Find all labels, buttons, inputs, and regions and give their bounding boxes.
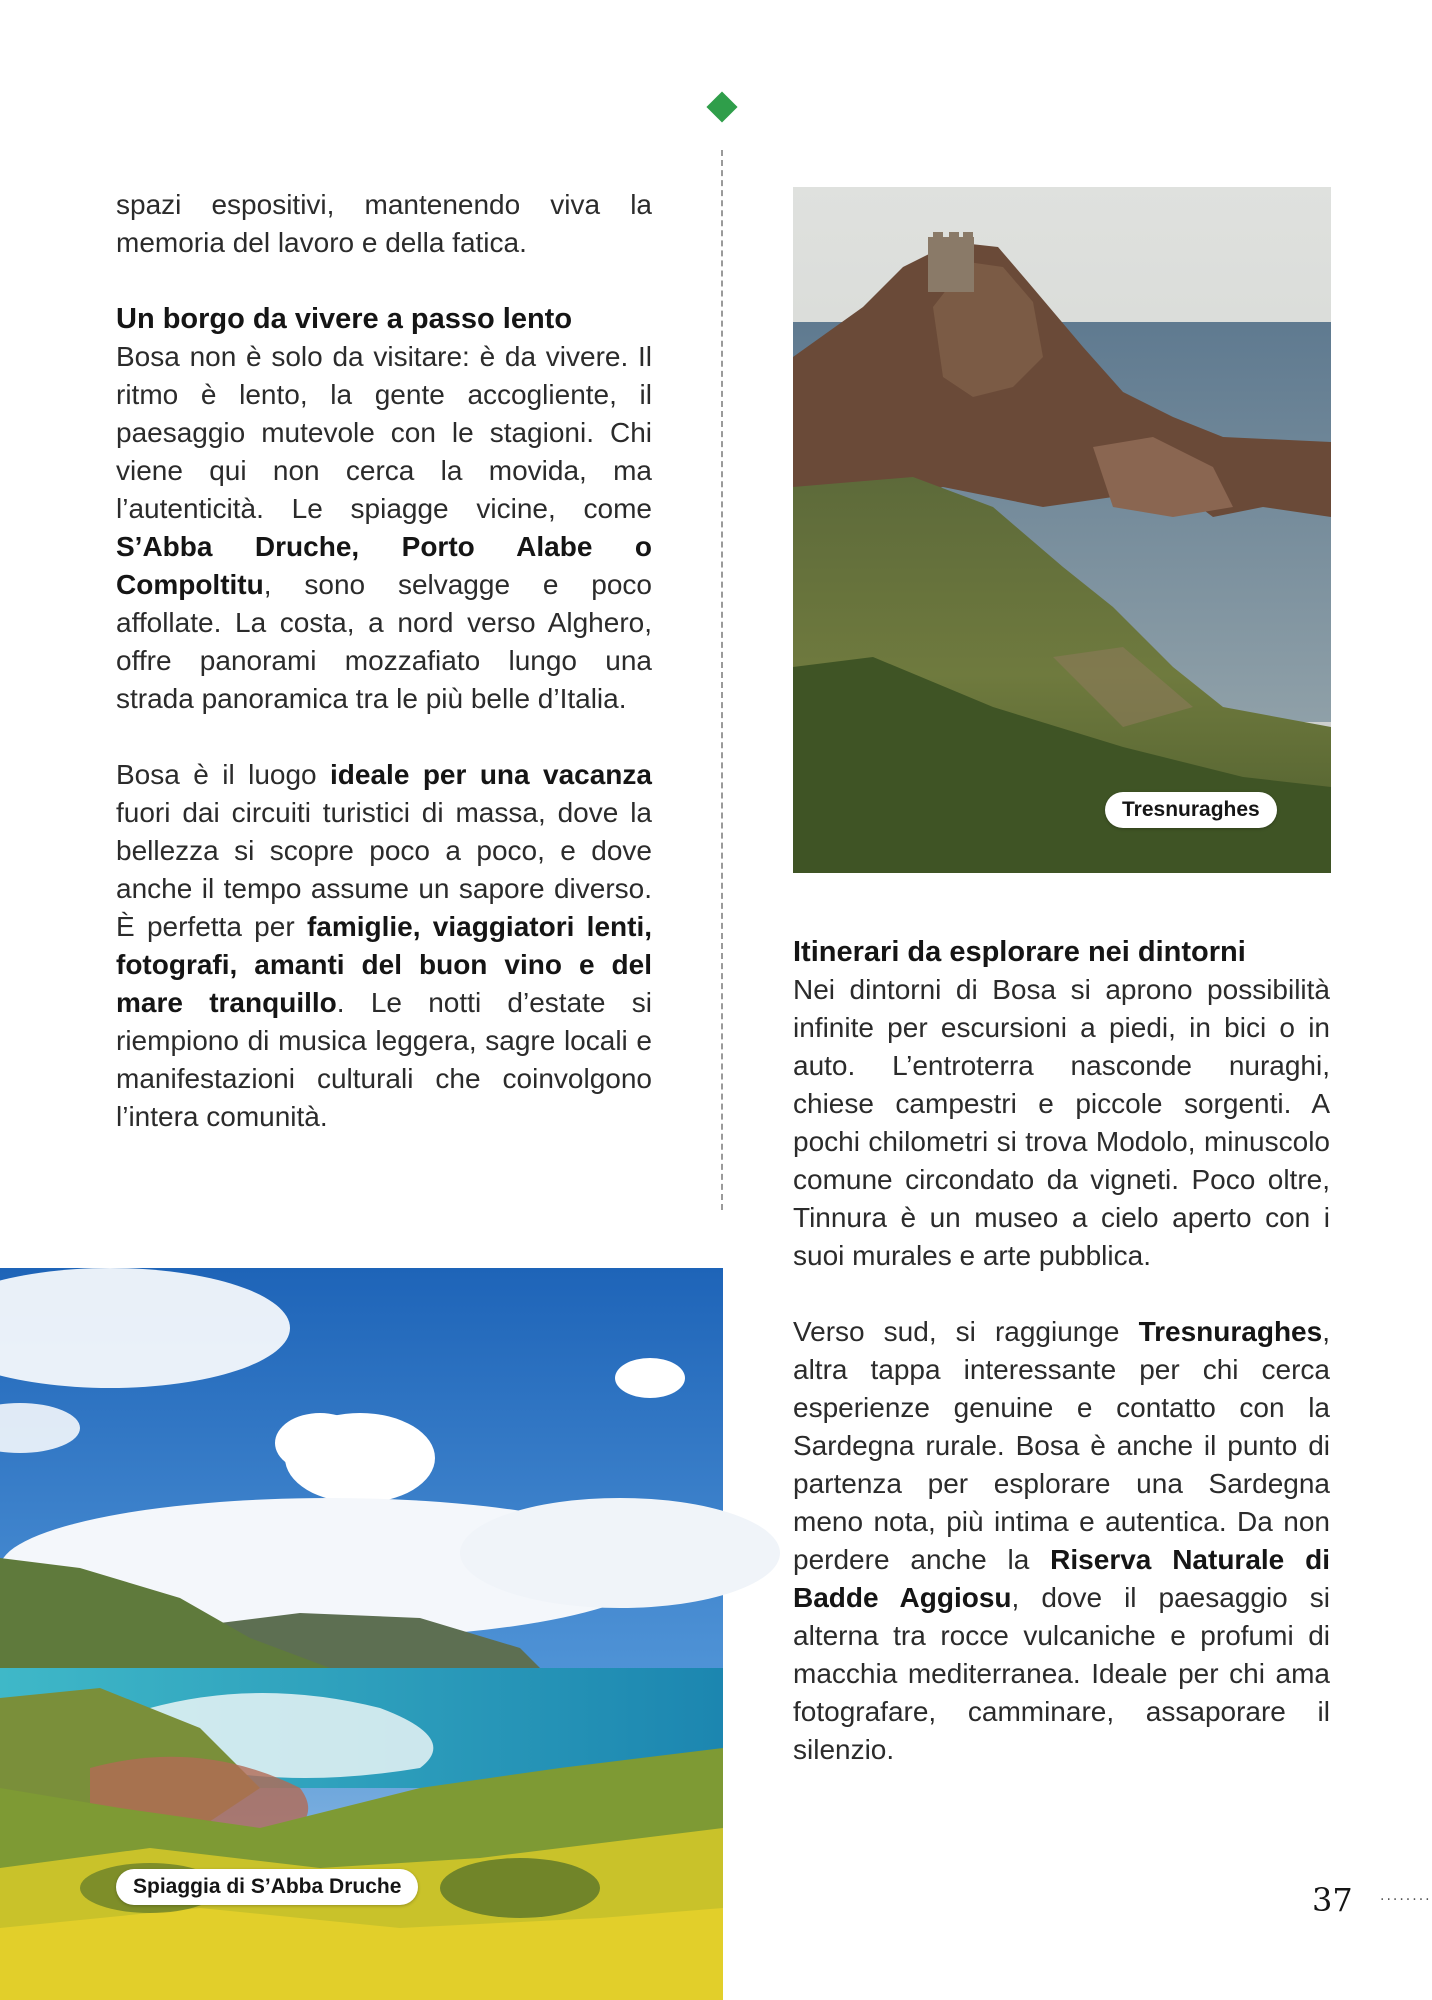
- section-heading-borgo: Un borgo da vivere a passo lento: [116, 303, 573, 335]
- beaches-highlight: S’Abba Druche, Porto Alabe o Compoltitu: [116, 531, 652, 600]
- paragraph-bosa-vivere: Bosa non è solo da visitare: è da vivere. Il ritmo è lento, la gente accogliente, il paesaggio mutevole con le stagioni. Chi viene qui non cerca la movida, ma l’autenticità. Le spiagge vicine, come S’Abba Druche, Porto Alabe o Compoltitu, sono selvagge e poco affollate. La costa, a nord verso Alghero, offre panorami mozzafiato lungo una strada panoramica tra le più belle d’Italia.: [116, 341, 652, 714]
- left-column: [116, 186, 652, 1174]
- paragraph-dintorni: Nei dintorni di Bosa si aprono possibilità infinite per escursioni a piedi, in bici o in auto. L’entroterra nasconde nuraghi, chiese campestri e piccole sorgenti. A pochi chilometri si trova Modolo, minuscolo comune circondato da vigneti. Poco oltre, Tinnura è un museo a cielo aperto con i suoi murales e arte pubblica.: [793, 974, 1330, 1271]
- audience-highlight: famiglie, viaggiatori lenti, fotografi, amanti del buon vino e del mare tranquillo: [116, 911, 652, 1018]
- column-divider: [721, 150, 723, 1210]
- green-diamond-ornament: [706, 91, 737, 122]
- caption-tresnuraghes: Tresnuraghes: [1105, 792, 1277, 828]
- page-number: 37: [1312, 1881, 1353, 1919]
- paragraph-verso-sud: Verso sud, si raggiunge Tresnuraghes, altra tappa interessante per chi cerca esperienze genuine e contatto con la Sardegna rurale. Bosa è anche il punto di partenza per esplorare una Sardegna meno nota, più intima e autentica. Da non perdere anche la Riserva Naturale di Badde Aggiosu, dove il paesaggio si alterna tra rocce vulcaniche e profumi di macchia mediterranea. Ideale per chi ama fotografare, camminare, assaporare il silenzio.: [793, 1316, 1330, 1765]
- vacation-highlight: ideale per una vacanza: [330, 759, 652, 790]
- intro-paragraph: spazi espositivi, mantenendo viva la memoria del lavoro e della fatica.: [116, 189, 652, 258]
- tresnuraghes-highlight: Tresnuraghes: [1138, 1316, 1323, 1347]
- paragraph-bosa-vacanza: Bosa è il luogo ideale per una vacanza fuori dai circuiti turistici di massa, dove la bellezza si scopre poco a poco, e dove anche il tempo assume un sapore diverso. È perfetta per famiglie, viaggiatori lenti, fotografi, amanti del buon vino e del mare tranquillo. Le notti d’estate si riempiono di musica leggera, sagre locali e manifestazioni culturali che coinvolgono l’intera comunità.: [116, 759, 652, 1132]
- reserve-highlight: Riserva Naturale di Badde Aggiosu: [793, 1544, 1330, 1613]
- section-heading-itinerari: Itinerari da esplorare nei dintorni: [793, 936, 1246, 968]
- right-column: [793, 933, 1330, 1807]
- page-number-dotted-leader: ········: [1380, 1892, 1432, 1908]
- tresnuraghes-photo: [793, 187, 1331, 873]
- caption-sabba-druche: Spiaggia di S’Abba Druche: [116, 1869, 418, 1905]
